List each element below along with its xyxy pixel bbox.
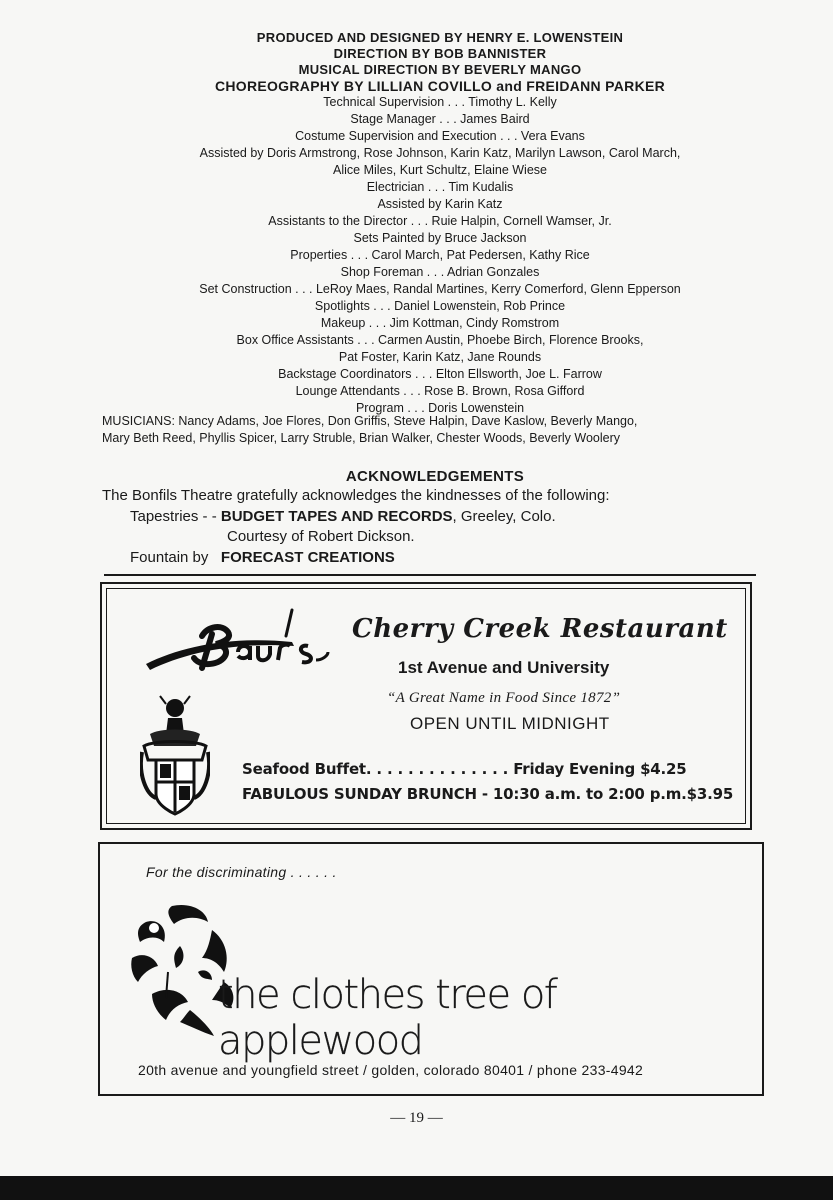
tapestries-location: , Greeley, Colo. [452,508,556,525]
credit-line: Backstage Coordinators . . . Elton Ellsworth, Joe L. Farrow [278,367,602,381]
clothes-store-address: 20th avenue and youngfield street / golden, colorado 80401 / phone 233-4942 [138,1062,644,1078]
credit-line: Shop Foreman . . . Adrian Gonzales [340,265,540,279]
credit-line: Technical Supervision . . . Timothy L. Kelly [323,95,557,109]
credit-line: Assisted by Karin Katz [377,197,503,211]
fountain-label: Fountain by [130,549,213,566]
restaurant-hours: OPEN UNTIL MIDNIGHT [410,714,610,733]
tapestries-sponsor: BUDGET TAPES AND RECORDS [220,508,453,525]
credit-line: Costume Supervision and Execution . . . Vera Evans [295,129,585,143]
restaurant-address: 1st Avenue and University [398,658,610,677]
baurs-logo [142,606,332,676]
crest-icon [140,694,210,816]
scan-edge-bar [0,1176,833,1200]
tapestries-label: Tapestries - - [130,508,221,525]
credit-heading: DIRECTION BY BOB BANNISTER [333,46,547,61]
musicians-line: Mary Beth Reed, Phyllis Spicer, Larry Struble, Brian Walker, Chester Woods, Beverly Woolery [102,431,621,445]
credit-line: Program . . . Doris Lowenstein [355,401,525,415]
credit-line: Assisted by Doris Armstrong, Rose Johnson, Karin Katz, Marilyn Lawson, Carol March, [199,146,681,160]
clothes-tagline: For the discriminating . . . . . . [146,864,337,880]
page-number: — 19 — [390,1110,443,1126]
credit-line: Sets Painted by Bruce Jackson [353,231,527,245]
acknowledgements-intro: The Bonfils Theatre gratefully acknowledges the kindnesses of the following: [102,487,610,504]
credit-line: Spotlights . . . Daniel Lowenstein, Rob Prince [314,299,566,313]
credit-line: Lounge Attendants . . . Rose B. Brown, Rosa Gifford [295,384,585,398]
credit-line: Makeup . . . Jim Kottman, Cindy Romstrom [320,316,560,330]
credit-line: Pat Foster, Karin Katz, Jane Rounds [338,350,542,364]
credit-line: Set Construction . . . LeRoy Maes, Randal Martines, Kerry Comerford, Glenn Epperson [199,282,681,296]
credit-line: Alice Miles, Kurt Schultz, Elaine Wiese [333,163,547,177]
credit-line: Assistants to the Director . . . Ruie Halpin, Cornell Wamser, Jr. [268,214,612,228]
clothes-store-name: the clothes tree of applewood [218,972,557,1064]
restaurant-advertisement [100,582,752,830]
production-credits [100,30,780,417]
musicians-list [102,413,782,447]
divider-rule [104,574,756,576]
credit-line: Box Office Assistants . . . Carmen Austin, Phoebe Birch, Florence Brooks, [236,333,644,347]
credit-heading: CHOREOGRAPHY BY LILLIAN COVILLO and FREIDANN PARKER [214,78,666,94]
seafood-buffet-price: Seafood Buffet. . . . . . . . . . . . . . Friday Evening $4.25 [242,760,687,778]
credit-heading: MUSICAL DIRECTION BY BEVERLY MANGO [298,62,582,77]
courtesy-line: Courtesy of Robert Dickson. [227,528,415,545]
credit-line: Properties . . . Carol March, Pat Pedersen, Kathy Rice [290,248,590,262]
credit-heading: PRODUCED AND DESIGNED BY HENRY E. LOWENSTEIN [256,30,624,45]
restaurant-name: Cherry Creek Restaurant [352,614,728,644]
acknowledgements-heading: ACKNOWLEDGEMENTS [345,468,525,485]
restaurant-slogan: “A Great Name in Food Since 1872” [387,690,621,706]
credit-line: Stage Manager . . . James Baird [350,112,530,126]
clothes-tree-advertisement [98,842,764,1096]
fountain-sponsor: FORECAST CREATIONS [220,549,395,566]
musicians-line: MUSICIANS: Nancy Adams, Joe Flores, Don Griffis, Steve Halpin, Dave Kaslow, Beverly Mango, [102,414,638,428]
fountain-credit [130,549,395,567]
tapestries-credit [130,508,556,526]
sunday-brunch-price: FABULOUS SUNDAY BRUNCH - 10:30 a.m. to 2:00 p.m.$3.95 [242,785,734,803]
credit-line: Electrician . . . Tim Kudalis [366,180,514,194]
